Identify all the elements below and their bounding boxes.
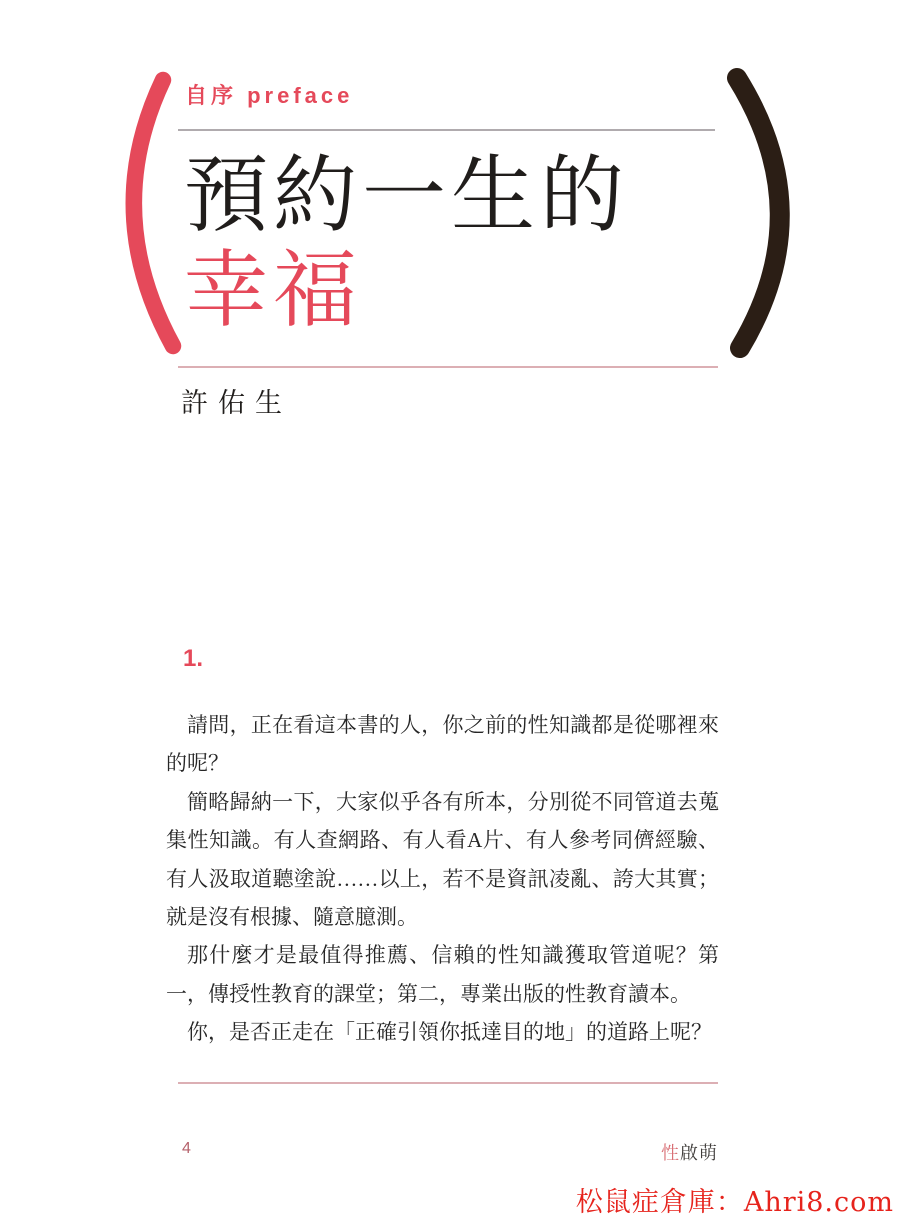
paragraph: 簡略歸納一下，大家似乎各有所本，分別從不同管道去蒐集性知識。有人查網路、有人看A片、有人參考同儕經驗、有人汲取道聽塗說……以上，若不是資訊凌亂、誇大其實；就是沒有根據、隨意臆測。 xyxy=(166,789,719,930)
book-title-rest: 啟萌 xyxy=(680,1143,718,1163)
right-parenthesis-decoration xyxy=(712,70,792,356)
paragraph: 你，是否正走在「正確引領你抵達目的地」的道路上呢？ xyxy=(187,1020,712,1045)
book-title-accent: 性 xyxy=(661,1143,680,1163)
divider xyxy=(178,129,715,131)
watermark-text: 松鼠症倉庫：Ahri8.com xyxy=(575,1187,894,1218)
title-line-1: 預約一生的 xyxy=(184,148,630,242)
author-name: 許佑生 xyxy=(181,388,292,418)
divider xyxy=(178,366,718,368)
divider xyxy=(178,1082,718,1084)
section-number: 1. xyxy=(183,645,204,672)
title-line-2: 幸福 xyxy=(184,243,363,337)
page-title xyxy=(184,148,629,338)
paragraph: 請問，正在看這本書的人，你之前的性知識都是從哪裡來的呢？ xyxy=(166,713,719,776)
book-title xyxy=(661,1139,718,1165)
left-parenthesis-decoration xyxy=(122,70,182,356)
body-text xyxy=(166,706,719,1052)
page-number: 4 xyxy=(182,1140,191,1157)
preface-label: 自序 preface xyxy=(185,83,354,108)
paragraph: 那什麼才是最值得推薦、信賴的性知識獲取管道呢？第一，傳授性教育的課堂；第二，專業出版的性教育讀本。 xyxy=(166,943,719,1006)
